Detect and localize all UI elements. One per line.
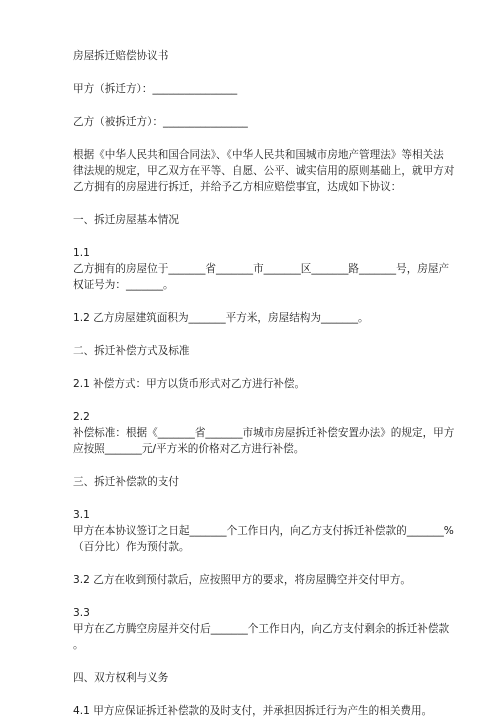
clause-line: 1.2 乙方房屋建筑面积为_______平方米，房屋结构为_______。: [73, 312, 369, 324]
clause-line: 3.2 乙方在收到预付款后，应按照甲方的要求，将房屋腾空并交付甲方。: [73, 574, 412, 586]
agreement-document: [73, 48, 455, 719]
clause-line: 补偿标准：根据《_______省_______市城市房屋拆迁补偿安置办法》的规定，甲方: [73, 427, 455, 439]
intro-paragraph: [73, 147, 455, 195]
clause-line: 甲方在本协议签订之日起_______个工作日内，向乙方支付拆迁补偿款的_______%: [73, 525, 454, 537]
section-heading: 一、拆迁房屋基本情况: [73, 214, 179, 226]
clause-number: 3.1: [73, 509, 90, 521]
intro-line: 律法规的规定，甲乙双方在平等、自愿、公平、诚实信用的原则基础上，就甲方对: [73, 165, 455, 177]
clause-line: 4.1 甲方应保证拆迁补偿款的及时支付，并承担因拆迁行为产生的相关费用。: [73, 705, 433, 717]
clause-number: 3.3: [73, 607, 90, 619]
party-b-line: 乙方（被拆迁方）：________________: [73, 116, 248, 128]
clause: [73, 409, 455, 457]
clause-number: 2.2: [73, 411, 90, 423]
section-heading: 三、拆迁补偿款的支付: [73, 476, 179, 488]
clause-line: 甲方在乙方腾空房屋并交付后_______个工作日内，向乙方支付剩余的拆迁补偿款: [73, 623, 450, 635]
clause-line: 权证号为：_______。: [73, 279, 174, 291]
clause: [73, 605, 450, 653]
section-heading: 二、拆迁补偿方式及标准: [73, 345, 190, 357]
clause-number: 1.1: [73, 247, 90, 259]
clause-line: 。: [73, 639, 84, 651]
clause-line: （百分比）作为预付款。: [73, 541, 190, 553]
clause-line: 2.1 补偿方式：甲方以货币形式对乙方进行补偿。: [73, 378, 306, 390]
party-a-line: 甲方（拆迁方）：________________: [73, 83, 238, 95]
intro-line: 根据《中华人民共和国合同法》、《中华人民共和国城市房地产管理法》等相关法: [73, 149, 444, 161]
clause: [73, 245, 450, 293]
section-heading: 四、双方权利与义务: [73, 672, 169, 684]
clause: [73, 507, 454, 555]
document-title: 房屋拆迁赔偿协议书: [73, 50, 169, 62]
intro-line: 乙方拥有的房屋进行拆迁，并给予乙方相应赔偿事宜，达成如下协议：: [73, 181, 402, 193]
clause-line: 应按照_______元/平方米的价格对乙方进行补偿。: [73, 443, 305, 455]
clause-line: 乙方拥有的房屋位于_______省_______市_______区_______路_______号，房屋产: [73, 263, 450, 275]
